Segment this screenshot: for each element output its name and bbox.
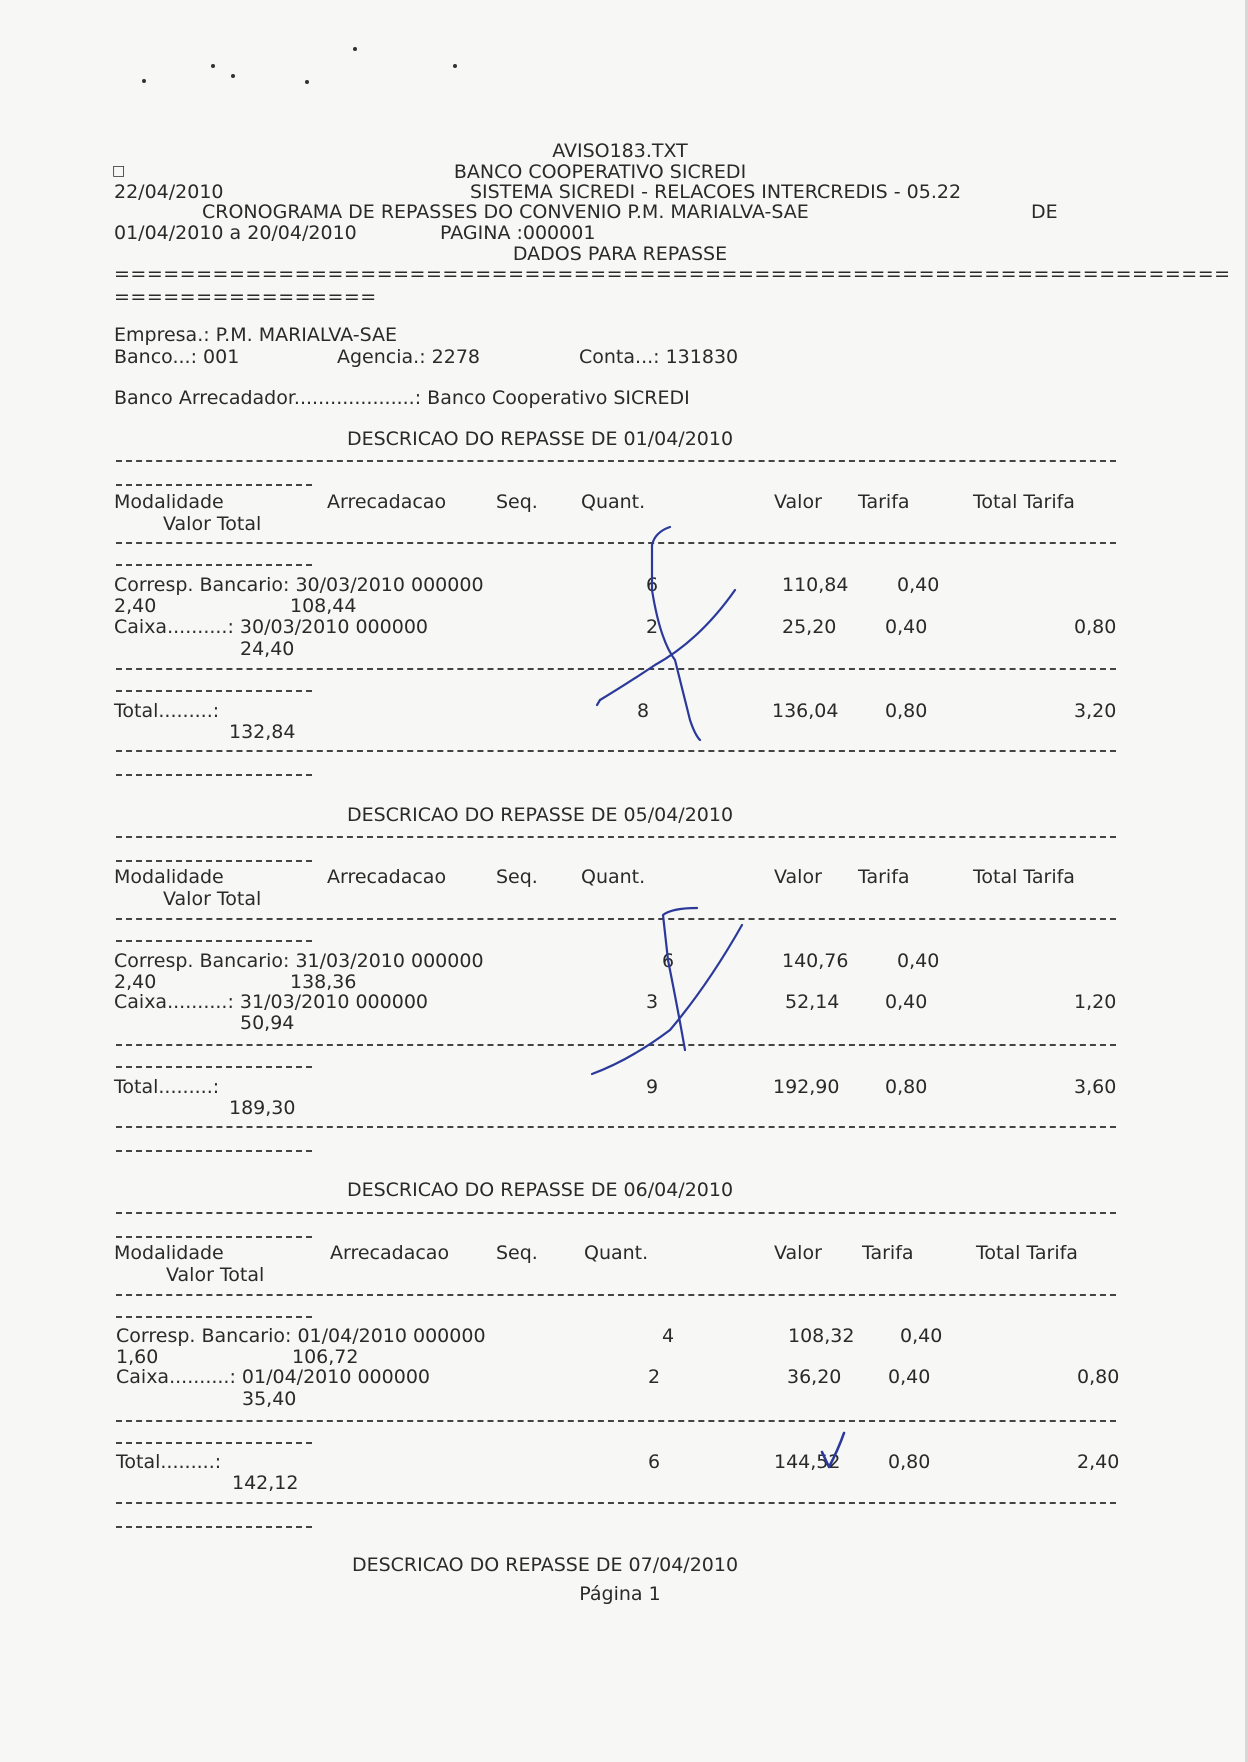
page-label: Página 1 (579, 1583, 661, 1605)
col-seq: Seq. (496, 491, 538, 513)
total-total-tarifa: 3,20 (1074, 700, 1117, 722)
row-sub-tarifa: 2,40 (114, 971, 157, 993)
row-valor: 140,76 (782, 950, 849, 972)
row-tarifa: 0,40 (897, 574, 940, 596)
total-valor-total: 189,30 (229, 1097, 296, 1119)
row-tarifa: 0,40 (888, 1366, 931, 1388)
row-sub-tarifa: 1,60 (116, 1346, 159, 1368)
report-title: CRONOGRAMA DE REPASSES DO CONVENIO P.M. MARIALVA-SAE (202, 201, 809, 223)
file-name: AVISO183.TXT (552, 140, 688, 162)
total-tarifa: 0,80 (885, 1076, 928, 1098)
row-quant: 2 (646, 616, 659, 638)
row-quant: 4 (662, 1325, 675, 1347)
row-sub-total: 106,72 (292, 1346, 359, 1368)
report-period: 01/04/2010 a 20/04/2010 (114, 222, 357, 244)
col-arrecadacao: Arrecadacao (330, 1242, 450, 1264)
total-quant: 6 (648, 1451, 661, 1473)
col-arrecadacao: Arrecadacao (327, 491, 447, 513)
conta-line: Conta...: 131830 (579, 346, 739, 368)
total-valor: 192,90 (773, 1076, 840, 1098)
row-sub-total: 24,40 (240, 638, 295, 660)
col-tarifa: Tarifa (858, 491, 910, 513)
total-label: Total.........: (114, 1076, 220, 1098)
total-valor: 136,04 (772, 700, 839, 722)
box-glyph: □ (112, 163, 126, 179)
row-label: Caixa..........: 31/03/2010 000000 (114, 991, 428, 1013)
col-arrecadacao: Arrecadacao (327, 866, 447, 888)
total-valor: 144,52 (774, 1451, 841, 1473)
section-heading: DESCRICAO DO REPASSE DE 01/04/2010 (346, 428, 734, 450)
row-label: Corresp. Bancario: 30/03/2010 000000 (114, 574, 484, 596)
ink-stroke (663, 908, 697, 1050)
col-seq: Seq. (496, 866, 538, 888)
empresa-line: Empresa.: P.M. MARIALVA-SAE (114, 324, 398, 346)
row-valor: 110,84 (782, 574, 849, 596)
col-quant: Quant. (584, 1242, 649, 1264)
row-quant: 2 (648, 1366, 661, 1388)
total-quant: 9 (646, 1076, 659, 1098)
row-sub-total: 108,44 (290, 595, 357, 617)
col-valor: Valor (774, 491, 822, 513)
row-sub-total: 35,40 (242, 1388, 297, 1410)
row-tarifa: 0,40 (897, 950, 940, 972)
row-tarifa: 0,40 (900, 1325, 943, 1347)
total-total-tarifa: 3,60 (1074, 1076, 1117, 1098)
row-sub-total: 138,36 (290, 971, 357, 993)
row-valor: 36,20 (787, 1366, 842, 1388)
col-total-tarifa: Total Tarifa (976, 1242, 1078, 1264)
total-tarifa: 0,80 (885, 700, 928, 722)
row-label: Caixa..........: 30/03/2010 000000 (114, 616, 428, 638)
col-valor: Valor (774, 1242, 822, 1264)
ink-stroke (597, 700, 600, 705)
row-valor: 25,20 (782, 616, 837, 638)
section-heading: DESCRICAO DO REPASSE DE 05/04/2010 (346, 804, 734, 826)
col-tarifa: Tarifa (858, 866, 910, 888)
total-total-tarifa: 2,40 (1077, 1451, 1120, 1473)
row-tarifa: 0,40 (885, 991, 928, 1013)
total-valor-total: 132,84 (229, 721, 296, 743)
col-modalidade: Modalidade (114, 1242, 224, 1264)
col-total-tarifa: Total Tarifa (973, 866, 1075, 888)
col-modalidade: Modalidade (114, 866, 224, 888)
row-quant: 6 (646, 574, 659, 596)
page-number: PAGINA :000001 (440, 222, 596, 244)
next-section-heading: DESCRICAO DO REPASSE DE 07/04/2010 (351, 1554, 739, 1576)
total-label: Total.........: (116, 1451, 222, 1473)
col-valor-total: Valor Total (166, 1264, 265, 1286)
total-quant: 8 (637, 700, 650, 722)
row-valor: 108,32 (788, 1325, 855, 1347)
row-sub-tarifa: 2,40 (114, 595, 157, 617)
total-valor-total: 142,12 (232, 1472, 299, 1494)
total-tarifa: 0,80 (888, 1451, 931, 1473)
col-quant: Quant. (581, 491, 646, 513)
section-title: DADOS PARA REPASSE (512, 243, 728, 265)
total-label: Total.........: (114, 700, 220, 722)
col-total-tarifa: Total Tarifa (973, 491, 1075, 513)
col-quant: Quant. (581, 866, 646, 888)
row-total-tarifa: 1,20 (1074, 991, 1117, 1013)
arrecadador-line: Banco Arrecadador....................: Banco Cooperativo SICREDI (114, 387, 690, 409)
separator-line: ================ (114, 286, 377, 308)
row-label: Caixa..........: 01/04/2010 000000 (116, 1366, 430, 1388)
de-label: DE (1031, 201, 1058, 223)
row-quant: 6 (662, 950, 675, 972)
separator-line: ==================================================================== (114, 263, 1231, 285)
col-valor-total: Valor Total (163, 513, 262, 535)
system-name: SISTEMA SICREDI - RELACOES INTERCREDIS - 05.22 (470, 181, 962, 203)
col-tarifa: Tarifa (862, 1242, 914, 1264)
ink-stroke (652, 527, 700, 740)
col-seq: Seq. (496, 1242, 538, 1264)
row-sub-total: 50,94 (240, 1012, 295, 1034)
col-valor: Valor (774, 866, 822, 888)
row-total-tarifa: 0,80 (1077, 1366, 1120, 1388)
row-label: Corresp. Bancario: 01/04/2010 000000 (116, 1325, 486, 1347)
row-total-tarifa: 0,80 (1074, 616, 1117, 638)
report-date: 22/04/2010 (114, 181, 224, 203)
col-modalidade: Modalidade (114, 491, 224, 513)
row-tarifa: 0,40 (885, 616, 928, 638)
bank-name: BANCO COOPERATIVO SICREDI (453, 161, 747, 183)
section-heading: DESCRICAO DO REPASSE DE 06/04/2010 (346, 1179, 734, 1201)
row-label: Corresp. Bancario: 31/03/2010 000000 (114, 950, 484, 972)
banco-line: Banco...: 001 (114, 346, 240, 368)
agencia-line: Agencia.: 2278 (337, 346, 480, 368)
row-valor: 52,14 (785, 991, 840, 1013)
ink-stroke (822, 1433, 844, 1467)
col-valor-total: Valor Total (163, 888, 262, 910)
row-quant: 3 (646, 991, 659, 1013)
